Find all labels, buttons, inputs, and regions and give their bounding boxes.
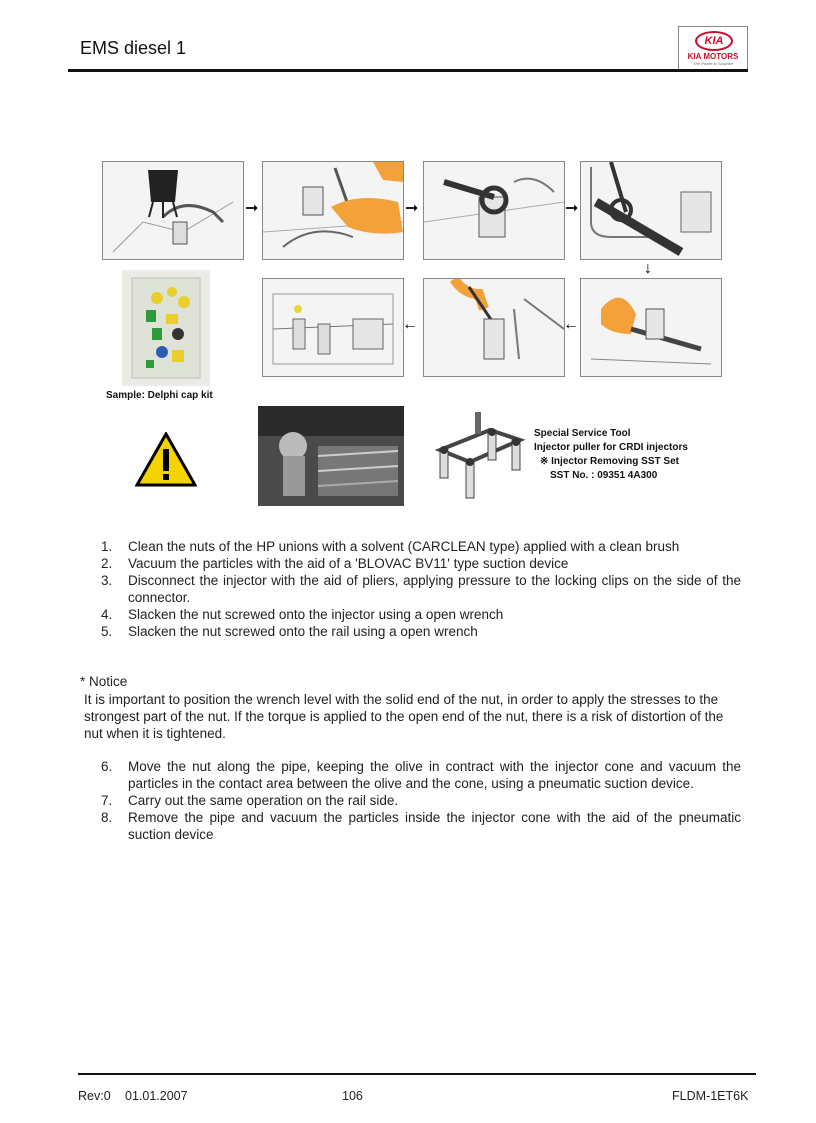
step-number: 5. <box>101 624 113 639</box>
step-number: 3. <box>101 573 113 588</box>
kia-logo-slogan: The Power to Surprise <box>693 61 733 66</box>
arrow-right-icon: ➞ <box>405 200 419 217</box>
footer-date: 01.01.2007 <box>125 1089 188 1103</box>
steps-list-part2 <box>101 758 741 843</box>
list-item <box>101 792 741 809</box>
step-text: Remove the pipe and vacuum the particles inside the injector cone with the aid of the pneumatic suction device <box>128 810 741 842</box>
step-number: 8. <box>101 810 113 825</box>
arrow-right-icon: ➞ <box>245 200 259 217</box>
illustration-rail-side <box>580 278 722 377</box>
illustration-open-wrench-injector <box>580 161 722 260</box>
step-text: Slacken the nut screwed onto the injector using a open wrench <box>128 607 504 622</box>
page-header-title: EMS diesel 1 <box>80 38 187 58</box>
step-text: Carry out the same operation on the rail side. <box>128 793 399 808</box>
arrow-left-icon: ← <box>563 316 579 333</box>
kia-motors-logo <box>678 26 748 70</box>
steps-list-part1 <box>101 538 741 640</box>
illustration-injector-area <box>262 278 404 377</box>
step-number: 2. <box>101 556 113 571</box>
list-item <box>101 623 741 640</box>
notice-body: It is important to position the wrench level with the solid end of the nut, in order to apply the stresses to the strongest part of the nut. If the torque is applied to the open end of the nut, there is a risk of distortion of the nut when it is tightened. <box>84 692 724 741</box>
sample-caption: Sample: Delphi cap kit <box>106 390 213 401</box>
arrow-right-icon: ➞ <box>565 200 579 217</box>
warning-triangle-icon <box>135 432 197 488</box>
list-item <box>101 555 741 572</box>
step-text: Disconnect the injector with the aid of pliers, applying pressure to the locking clips on the side of the connector. <box>128 573 741 605</box>
sst-line: Injector puller for CRDI injectors <box>534 442 688 453</box>
arrow-left-icon: ← <box>402 316 418 333</box>
sst-line: Special Service Tool <box>534 428 631 439</box>
illustration-disconnect-injector <box>423 161 565 260</box>
header-divider <box>68 69 748 72</box>
footer-divider <box>78 1073 756 1075</box>
list-item <box>101 538 741 555</box>
list-item <box>101 606 741 623</box>
kia-logo-oval: KIA <box>695 31 733 51</box>
sst-line: SST No. : 09351 4A300 <box>550 470 658 481</box>
kia-logo-company: KIA MOTORS <box>687 52 739 61</box>
footer-rev: Rev:0 <box>78 1089 111 1103</box>
illustration-olive-vacuum <box>423 278 565 377</box>
step-number: 4. <box>101 607 113 622</box>
list-item <box>101 572 741 606</box>
step-text: Vacuum the particles with the aid of a 'BLOVAC BV11' type suction device <box>128 556 569 571</box>
step-number: 7. <box>101 793 113 808</box>
photo-delphi-cap-kit <box>122 270 210 386</box>
list-item <box>101 809 741 843</box>
illustration-suction-device <box>262 161 404 260</box>
step-text: Clean the nuts of the HP unions with a solvent (CARCLEAN type) applied with a clean brush <box>128 539 680 554</box>
sst-line: ※ Injector Removing SST Set <box>540 456 679 467</box>
step-text: Move the nut along the pipe, keeping the olive in contract with the injector cone and vacuum the particles in the contact area between the olive and the cone, using a pneumatic suction device. <box>128 759 741 791</box>
photo-engine-bay <box>258 406 404 506</box>
step-number: 1. <box>101 539 113 554</box>
sst-description <box>534 427 688 483</box>
step-text: Slacken the nut screwed onto the rail using a open wrench <box>128 624 478 639</box>
footer-doc-code: FLDM-1ET6K <box>672 1089 749 1103</box>
sst-injector-puller-tool <box>430 410 526 500</box>
notice-heading: * Notice <box>80 674 128 689</box>
step-number: 6. <box>101 759 113 774</box>
arrow-down-icon: ↓ <box>644 260 652 277</box>
list-item <box>101 758 741 792</box>
page-number: 106 <box>342 1089 363 1103</box>
illustration-brush-cleaning <box>102 161 244 260</box>
